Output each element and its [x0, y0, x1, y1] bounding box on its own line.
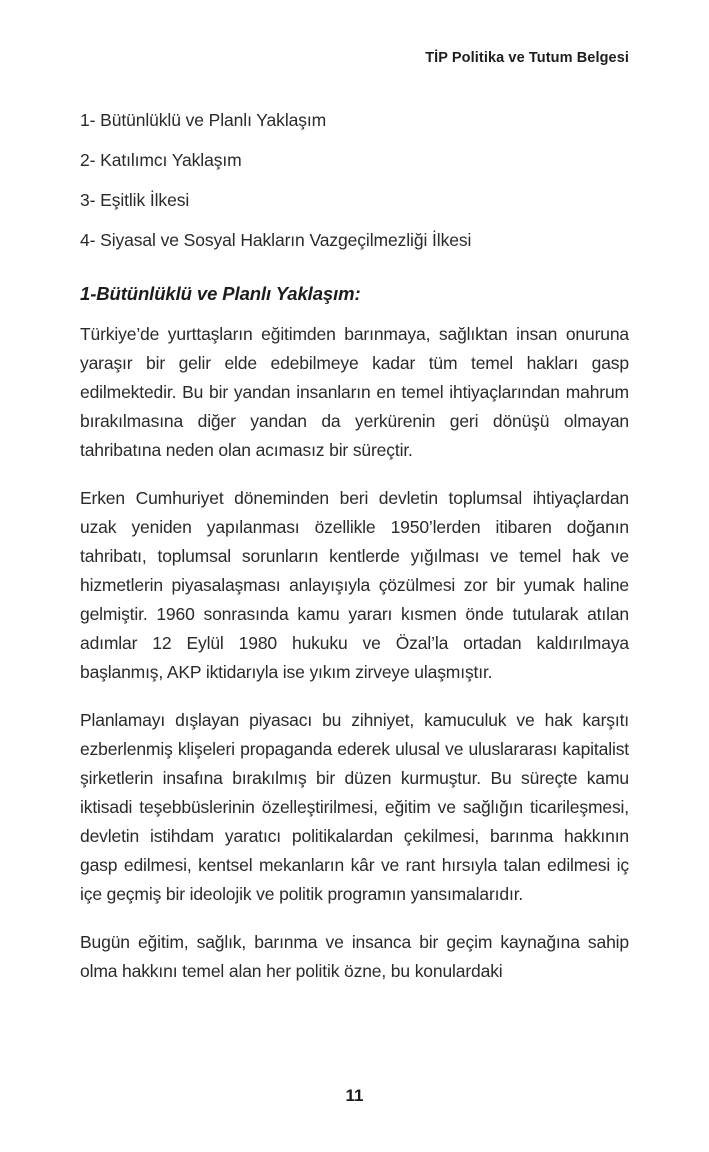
numbered-list	[80, 110, 629, 251]
list-item-3: 3- Eşitlik İlkesi	[80, 190, 190, 210]
section-heading: 1-Bütünlüklü ve Planlı Yaklaşım:	[80, 283, 361, 304]
list-item-2: 2- Katılımcı Yaklaşım	[80, 150, 242, 170]
paragraph-2: Erken Cumhuriyet döneminden beri devletin toplumsal ihtiyaçlardan uzak yeniden yapılanması özellikle 1950’lerden itibaren doğanın tahribatı, toplumsal sorunların kentlerde yığılması ve temel hak ve hizmetlerin piyasalaşması anlayışıyla çözülmesi zor bir yumak haline gelmiştir. 1960 sonrasında kamu yararı kısmen önde tutularak atılan adımlar 12 Eylül 1980 hukuku ve Özal’la ortadan kaldırılmaya başlanmış, AKP iktidarıyla ise yıkım zirveye ulaşmıştır.	[80, 488, 629, 682]
paragraph-4: Bugün eğitim, sağlık, barınma ve insanca bir geçim kaynağına sahip olma hakkını temel alan her politik özne, bu konulardaki	[80, 932, 629, 981]
paragraph-1: Türkiye’de yurttaşların eğitimden barınmaya, sağlıktan insan onuruna yaraşır bir gelir elde edebilmeye kadar tüm temel hakları gasp edilmektedir. Bu bir yandan insanların en temel ihtiyaçlarından mahrum bırakılmasına diğer yandan da yerkürenin geri dönüşü olmayan tahribatına neden olan acımasız bir süreçtir.	[80, 324, 629, 460]
paragraph-3: Planlamayı dışlayan piyasacı bu zihniyet, kamuculuk ve hak karşıtı ezberlenmiş klişeleri propaganda ederek ulusal ve uluslararası kapitalist şirketlerin insafına bırakılmış bir düzen kurmuştur. Bu süreçte kamu iktisadi teşebbüslerinin özelleştirilmesi, eğitim ve sağlığın ticarileşmesi, devletin istihdam yaratıcı politikalardan çekilmesi, barınma hakkının gasp edilmesi, kentsel mekanların kâr ve rant hırsıyla talan edilmesi iç içe geçmiş bir ideolojik ve politik programın yansımalarıdır.	[80, 710, 629, 904]
list-item-4: 4- Siyasal ve Sosyal Hakların Vazgeçilmezliği İlkesi	[80, 230, 472, 250]
running-header: TİP Politika ve Tutum Belgesi	[425, 50, 629, 66]
list-item-1: 1- Bütünlüklü ve Planlı Yaklaşım	[80, 110, 327, 130]
page-number: 11	[345, 1086, 364, 1105]
